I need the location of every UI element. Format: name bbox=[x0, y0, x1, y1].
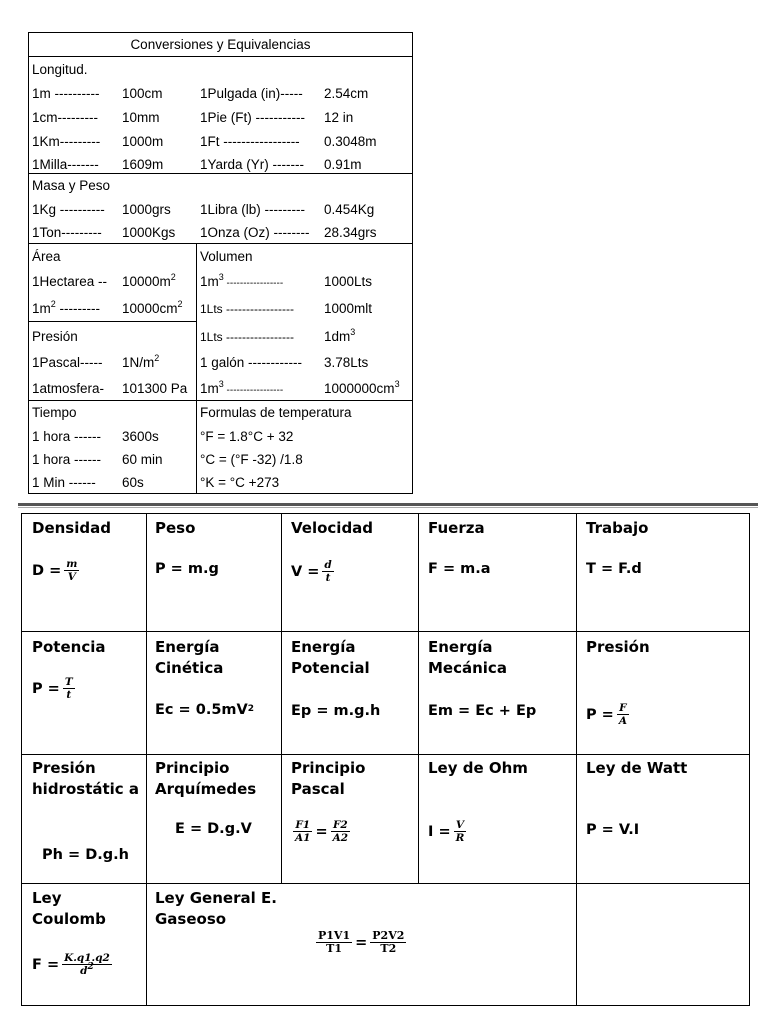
formula-cell-ohm bbox=[419, 755, 576, 883]
table-row: 1atmosfera- 101300 Pa bbox=[32, 381, 188, 396]
page-separator bbox=[18, 503, 758, 506]
table-row: 1 galón ------------ 3.78Lts bbox=[200, 355, 369, 370]
cell-formula: Ph = D.g.h bbox=[42, 847, 129, 863]
table-row: 1Lts ----------------- $1dm^3$ bbox=[200, 326, 356, 344]
list-item: °C = (°F -32) /1.8 bbox=[200, 452, 303, 467]
formula-cell-coulomb bbox=[22, 884, 146, 1005]
formula-cell-presion bbox=[577, 632, 749, 754]
formula-cell-velocidad bbox=[282, 514, 418, 631]
table-row: 1Ton--------- 1000Kgs 1Onza (Oz) -------- 28.34grs bbox=[32, 225, 377, 240]
table-row: 1Kg ---------- 1000grs 1Libra (lb) --------- 0.454Kg bbox=[32, 202, 375, 217]
cell-title: Densidad bbox=[32, 519, 111, 537]
table-row: 1m ---------- 100cm 1Pulgada (in)----- 2.54cm bbox=[32, 86, 369, 101]
table-row: 1Lts ----------------- 1000mlt bbox=[200, 301, 373, 316]
masa-heading: Masa y Peso bbox=[32, 178, 111, 193]
formula-cell-cinetica bbox=[147, 632, 281, 754]
cell-title: Principio Pascal bbox=[291, 759, 366, 798]
cell-title: Peso bbox=[155, 519, 196, 537]
cell-formula: P = V.I bbox=[586, 822, 640, 838]
cell-formula: P = $\frac{F}{A}$ bbox=[586, 702, 627, 727]
cell-formula: P = $\frac{T}{t}$ bbox=[32, 676, 73, 701]
conversions-table bbox=[28, 32, 413, 494]
area-heading: Área bbox=[32, 249, 61, 264]
cell-title: Ley de Watt bbox=[586, 759, 688, 777]
formula-cell-mecanica bbox=[419, 632, 576, 754]
formula-cell-empty bbox=[577, 884, 749, 1005]
cell-title: Ley General E. Gaseoso bbox=[155, 889, 277, 928]
table-row: $1m^3$ ----------------- $1000000cm^3$ bbox=[200, 378, 400, 396]
formula-cell-peso bbox=[147, 514, 281, 631]
formula-cell-pascal bbox=[282, 755, 418, 883]
table-row: 1Hectarea -- $10000m^2$ bbox=[32, 271, 176, 289]
cell-formula: I = $\frac{V}{R}$ bbox=[428, 819, 465, 844]
table-row: 1Km--------- 1000m 1Ft ----------------- 0.3048m bbox=[32, 134, 377, 149]
temperatura-heading: Formulas de temperatura bbox=[200, 405, 352, 420]
table-row: 1 hora ------ 3600s bbox=[32, 429, 159, 444]
tiempo-heading: Tiempo bbox=[32, 405, 77, 420]
conversions-title: Conversiones y Equivalencias bbox=[29, 33, 412, 57]
formulas-table bbox=[21, 513, 750, 1006]
cell-title: Potencia bbox=[32, 638, 106, 656]
table-row: 1cm--------- 10mm 1Pie (Ft) ----------- 12 in bbox=[32, 110, 354, 125]
cell-formula: F = m.a bbox=[428, 561, 491, 577]
formula-cell-arquimedes bbox=[147, 755, 281, 883]
cell-title: Trabajo bbox=[586, 519, 649, 537]
formula-cell-gases bbox=[147, 884, 576, 1005]
formula-cell-densidad bbox=[22, 514, 146, 631]
divider bbox=[29, 243, 412, 244]
cell-formula: F = $\frac{K.q1.q2}{d^2}$ bbox=[32, 952, 110, 977]
cell-title: Presión bbox=[586, 638, 650, 656]
table-row: $1m^3$ ----------------- 1000Lts bbox=[200, 271, 373, 289]
longitud-heading: Longitud. bbox=[32, 62, 88, 77]
cell-title: Energía Cinética bbox=[155, 638, 224, 677]
cell-title: Ley Coulomb bbox=[32, 889, 106, 928]
cell-formula: V = $\frac{d}{t}$ bbox=[291, 559, 332, 584]
table-row: $1m^2$ --------- $10000cm^2$ bbox=[32, 298, 183, 316]
cell-title: Energía Mecánica bbox=[428, 638, 507, 677]
divider bbox=[29, 321, 196, 322]
cell-formula: T = F.d bbox=[586, 561, 642, 577]
cell-title: Ley de Ohm bbox=[428, 759, 528, 777]
table-row: 1 Min ------ 60s bbox=[32, 475, 144, 490]
volumen-heading: Volumen bbox=[200, 249, 253, 264]
formula-cell-trabajo bbox=[577, 514, 749, 631]
list-item: °F = 1.8°C + 32 bbox=[200, 429, 294, 444]
formula-cell-fuerza bbox=[419, 514, 576, 631]
presion-heading: Presión bbox=[32, 329, 78, 344]
cell-formula: D = $\frac{m}{V}$ bbox=[32, 558, 78, 583]
cell-formula: Ep = m.g.h bbox=[291, 703, 381, 719]
formula-cell-watt bbox=[577, 755, 749, 883]
cell-formula: P = m.g bbox=[155, 561, 219, 577]
cell-title: Principio Arquímedes bbox=[155, 759, 257, 798]
table-row: 1 hora ------ 60 min bbox=[32, 452, 163, 467]
formula-cell-potencial bbox=[282, 632, 418, 754]
cell-formula: $\frac{F1}{A1}$ = $\frac{F2}{A2}$ bbox=[295, 819, 349, 844]
cell-formula: Em = Ec + Ep bbox=[428, 703, 537, 719]
cell-formula: $\frac{P1V1}{T1}$ = $\frac{P2V2}{T2}$ bbox=[318, 929, 405, 955]
page-separator bbox=[18, 507, 758, 508]
formula-cell-hidrostatica bbox=[22, 755, 146, 883]
cell-formula: Ec = 0.5mV $^2$ bbox=[155, 702, 255, 718]
table-row: 1Pascal----- $1N/m^2$ bbox=[32, 352, 160, 370]
cell-title: Fuerza bbox=[428, 519, 485, 537]
cell-title: Presión hidrostátic a bbox=[32, 759, 140, 798]
cell-title: Energía Potencial bbox=[291, 638, 370, 677]
formula-cell-potencia bbox=[22, 632, 146, 754]
cell-formula: E = D.g.V bbox=[175, 821, 252, 837]
table-row: 1Milla------- 1609m 1Yarda (Yr) ------- 0.91m bbox=[32, 157, 362, 172]
list-item: °K = °C +273 bbox=[200, 475, 280, 490]
cell-title: Velocidad bbox=[291, 519, 374, 537]
